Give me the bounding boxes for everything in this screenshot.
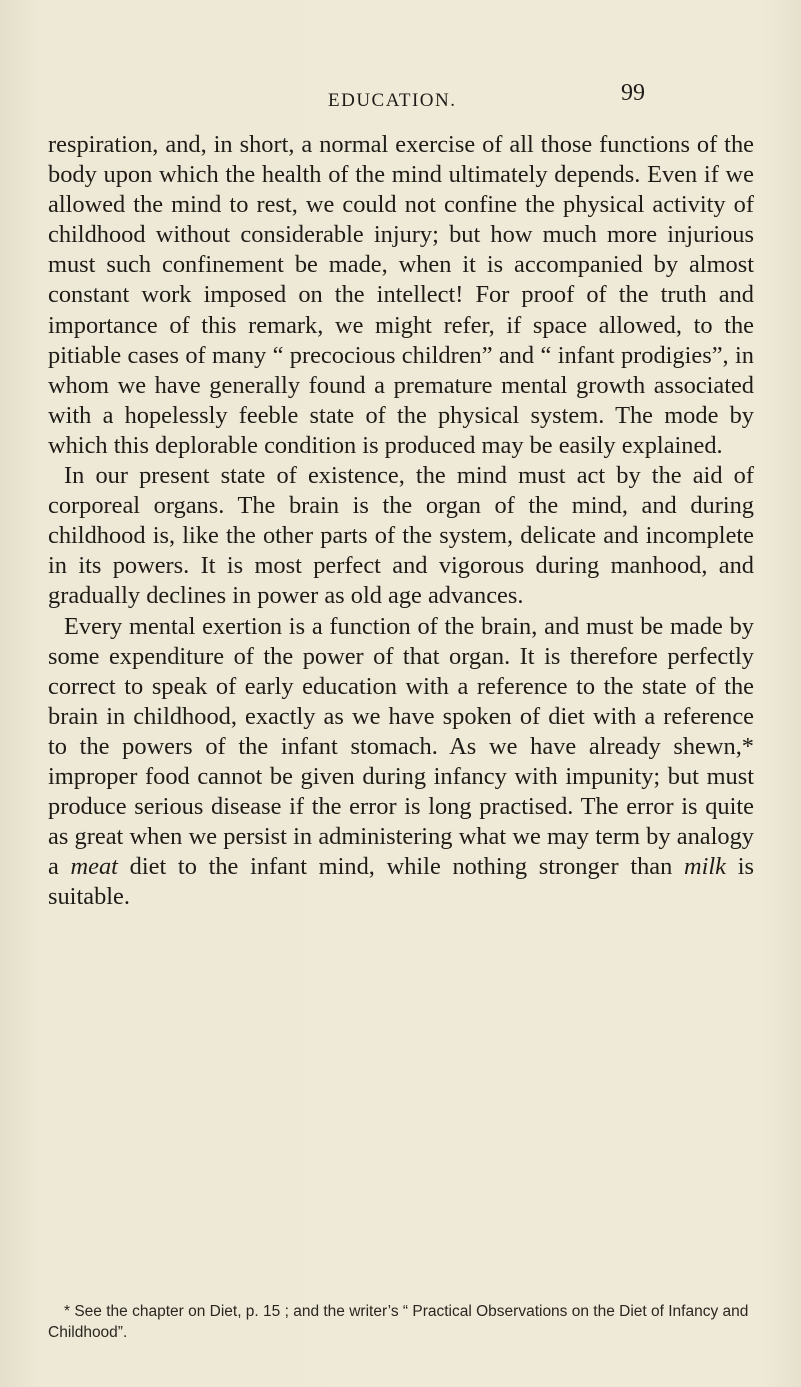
paragraph-3 bbox=[48, 612, 754, 913]
footnote: * See the chapter on Diet, p. 15 ; and the writer’s “ Practical Observations on the Diet of Infancy and Childhood”. bbox=[48, 1302, 749, 1341]
page-number: 99 bbox=[621, 80, 645, 106]
paragraph-2: In our present state of existence, the mind must act by the aid of corporeal organs. The brain is the organ of the mind, and during childhood is, like the other parts of the system, delicate and incomplete in its powers. It is most perfect and vigorous during manhood, and gradually declines in power as old age advances. bbox=[48, 462, 754, 610]
paragraph-3-text-c: is suitable. bbox=[48, 853, 754, 911]
italic-milk: milk bbox=[684, 853, 727, 881]
body-text bbox=[48, 130, 754, 912]
paragraph-1: respiration, and, in short, a normal exercise of all those functions of the body upon which the health of the mind ultimately depends. Even if we allowed the mind to rest, we could not confine the physical activity of childhood without considerable injury; but how much more injurious must such confinement be made, when it is accompanied by almost constant work imposed on the intellect! For proof of the truth and importance of this remark, we might refer, if space allowed, to the pitiable cases of many “ precocious children” and “ infant prodigies”, in whom we have generally found a premature mental growth associated with a hopelessly feeble state of the physical system. The mode by which this deplorable condition is produced may be easily explained. bbox=[48, 131, 754, 459]
paragraph-3-text-a: Every mental exertion is a function of the brain, and must be made by some expenditure of the power of that organ. It is therefore perfectly correct to speak of early education with a reference to the state of the brain in childhood, exactly as we have spoken of diet with a reference to the powers of the infant stomach. As we have already shewn,* improper food cannot be given during infancy with impunity; but must produce serious disease if the error is long practised. The error is quite as great when we persist in administering what we may term by analogy a bbox=[48, 612, 754, 881]
page-header bbox=[0, 78, 801, 118]
paragraph-3-text-b: diet to the infant mind, while nothing stronger than bbox=[117, 853, 685, 881]
italic-meat: meat bbox=[70, 853, 118, 881]
running-head: EDUCATION. bbox=[328, 90, 457, 111]
